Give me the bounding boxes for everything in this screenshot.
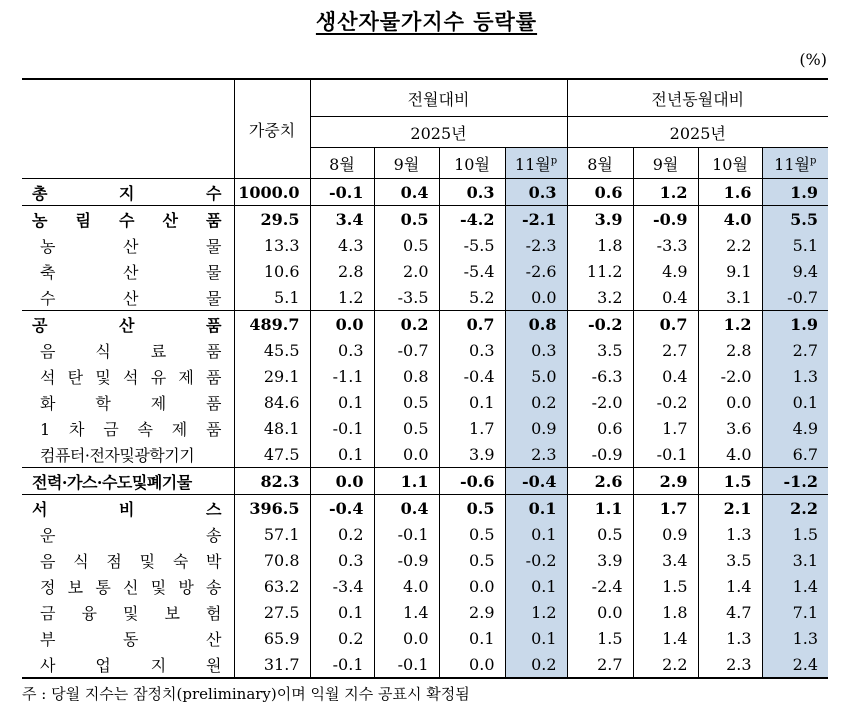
table-row (22, 337, 828, 363)
weight-cell: 29.5 (234, 206, 310, 233)
weight-header: 가중치 (234, 79, 310, 179)
mom-cell: 5.0 (505, 363, 567, 389)
mom-cell: 0.0 (439, 573, 505, 599)
yoy-cell: 3.2 (567, 284, 633, 311)
mom-cell: 0.3 (439, 337, 505, 363)
yoy-cell: 1.2 (698, 311, 762, 338)
mom-cell: 1.1 (374, 468, 439, 495)
mom-cell: -0.4 (505, 468, 567, 495)
row-label: 총 지 수 (32, 183, 222, 203)
yoy-cell: -0.9 (567, 441, 633, 468)
yoy-cell: 2.9 (633, 468, 698, 495)
mom-cell: 0.0 (439, 651, 505, 678)
mom-month-header: 9월 (374, 148, 439, 179)
mom-year-header: 2025년 (310, 117, 567, 148)
yoy-cell: 2.7 (762, 337, 828, 363)
yoy-cell: 1.1 (567, 495, 633, 522)
mom-cell: 0.3 (310, 337, 374, 363)
yoy-cell: 3.6 (698, 415, 762, 441)
mom-cell: -5.5 (439, 232, 505, 258)
mom-cell: 0.1 (505, 495, 567, 522)
yoy-cell: 4.9 (633, 258, 698, 284)
mom-cell: -0.1 (374, 651, 439, 678)
row-label: 1 차 금 속 제 품 (40, 419, 222, 439)
table-row (22, 284, 828, 311)
table-row (22, 415, 828, 441)
mom-cell: 0.2 (505, 651, 567, 678)
yoy-cell: 9.4 (762, 258, 828, 284)
yoy-cell: 6.7 (762, 441, 828, 468)
mom-cell: 2.3 (505, 441, 567, 468)
yoy-month-header: 10월 (698, 148, 762, 179)
row-label: 정 보 통 신 및 방 송 (40, 577, 222, 597)
weight-cell: 489.7 (234, 311, 310, 338)
yoy-cell: 0.9 (633, 521, 698, 547)
yoy-cell: 1.3 (698, 625, 762, 651)
yoy-cell: 0.4 (633, 284, 698, 311)
mom-cell: -0.2 (505, 547, 567, 573)
mom-cell: -0.1 (310, 651, 374, 678)
mom-cell: 0.0 (310, 311, 374, 338)
table-row (22, 179, 828, 206)
yoy-cell: -3.3 (633, 232, 698, 258)
yoy-cell: 1.7 (633, 495, 698, 522)
yoy-header: 전년동월대비 (567, 79, 828, 117)
yoy-cell: 1.5 (633, 573, 698, 599)
row-label: 농 림 수 산 품 (22, 206, 234, 233)
yoy-cell: 4.9 (762, 415, 828, 441)
mom-cell: 0.1 (505, 573, 567, 599)
table-row (22, 651, 828, 678)
mom-cell: 0.2 (374, 311, 439, 338)
yoy-cell: 4.7 (698, 599, 762, 625)
row-label: 수 산 물 (40, 288, 222, 308)
yoy-cell: -0.2 (633, 389, 698, 415)
mom-cell: 0.3 (505, 337, 567, 363)
row-label: 음 식 점 및 숙 박 (40, 551, 222, 571)
table-row (22, 258, 828, 284)
weight-cell: 65.9 (234, 625, 310, 651)
mom-header: 전월대비 (310, 79, 567, 117)
mom-cell: 0.1 (310, 441, 374, 468)
yoy-cell: 2.8 (698, 337, 762, 363)
yoy-cell: 4.0 (698, 206, 762, 233)
yoy-cell: 1.5 (698, 468, 762, 495)
mom-cell: -2.6 (505, 258, 567, 284)
yoy-cell: 9.1 (698, 258, 762, 284)
mom-cell: 0.4 (374, 495, 439, 522)
yoy-cell: 1.5 (762, 521, 828, 547)
table-row (22, 232, 828, 258)
yoy-cell: -2.0 (567, 389, 633, 415)
ppi-table (22, 78, 828, 679)
table-row (22, 625, 828, 651)
mom-cell: 5.2 (439, 284, 505, 311)
yoy-cell: 3.1 (762, 547, 828, 573)
yoy-cell: 2.4 (762, 651, 828, 678)
mom-month-header: 8월 (310, 148, 374, 179)
weight-cell: 27.5 (234, 599, 310, 625)
yoy-cell: 3.9 (567, 547, 633, 573)
mom-cell: 0.5 (439, 547, 505, 573)
mom-cell: -0.7 (374, 337, 439, 363)
yoy-cell: 1.3 (698, 521, 762, 547)
mom-cell: 0.5 (439, 521, 505, 547)
row-label: 금 융 및 보 험 (40, 603, 222, 623)
yoy-cell: 3.9 (567, 206, 633, 233)
row-label: 석 탄 및 석 유 제 품 (40, 367, 222, 387)
weight-cell: 82.3 (234, 468, 310, 495)
yoy-month-header: 9월 (633, 148, 698, 179)
mom-cell: -2.1 (505, 206, 567, 233)
mom-cell: -5.4 (439, 258, 505, 284)
row-label: 전력·가스·수도및폐기물 (22, 468, 234, 495)
mom-cell: 0.0 (310, 468, 374, 495)
mom-cell: -4.2 (439, 206, 505, 233)
mom-cell: 0.1 (310, 389, 374, 415)
yoy-cell: 2.7 (567, 651, 633, 678)
mom-cell: 0.4 (374, 179, 439, 206)
mom-cell: 2.0 (374, 258, 439, 284)
yoy-cell: -6.3 (567, 363, 633, 389)
yoy-cell: 1.4 (633, 625, 698, 651)
yoy-cell: 0.4 (633, 363, 698, 389)
mom-cell: 4.3 (310, 232, 374, 258)
mom-cell: -0.1 (310, 415, 374, 441)
yoy-cell: 2.2 (762, 495, 828, 522)
yoy-cell: -0.2 (567, 311, 633, 338)
weight-cell: 45.5 (234, 337, 310, 363)
mom-cell: 0.8 (374, 363, 439, 389)
mom-cell: 1.2 (505, 599, 567, 625)
table-row (22, 468, 828, 495)
yoy-cell: 0.6 (567, 415, 633, 441)
mom-cell: 0.1 (310, 599, 374, 625)
mom-cell: 0.0 (374, 441, 439, 468)
row-label: 컴퓨터·전자및광학기기 (40, 445, 195, 465)
weight-cell: 29.1 (234, 363, 310, 389)
yoy-cell: 3.4 (633, 547, 698, 573)
yoy-year-header: 2025년 (567, 117, 828, 148)
footnote: 주 : 당월 지수는 잠정치(preliminary)이며 익월 지수 공표시 확정됨 (22, 685, 470, 703)
yoy-month-header: 8월 (567, 148, 633, 179)
mom-cell: 0.0 (505, 284, 567, 311)
mom-cell: 0.1 (505, 625, 567, 651)
yoy-cell: 11.2 (567, 258, 633, 284)
yoy-month-header-current: 11월$^p$ (762, 148, 828, 179)
yoy-cell: 2.2 (633, 651, 698, 678)
yoy-cell: 1.8 (567, 232, 633, 258)
table-row (22, 441, 828, 468)
table-row (22, 521, 828, 547)
mom-cell: 0.5 (439, 495, 505, 522)
mom-cell: 0.5 (374, 389, 439, 415)
mom-cell: 2.8 (310, 258, 374, 284)
yoy-cell: 0.0 (698, 389, 762, 415)
table-row (22, 206, 828, 233)
mom-cell: -1.1 (310, 363, 374, 389)
yoy-cell: 2.6 (567, 468, 633, 495)
mom-cell: 0.5 (374, 415, 439, 441)
table-row (22, 363, 828, 389)
yoy-cell: 1.6 (698, 179, 762, 206)
yoy-cell: 2.2 (698, 232, 762, 258)
yoy-cell: -2.4 (567, 573, 633, 599)
mom-cell: 0.5 (374, 206, 439, 233)
weight-cell: 13.3 (234, 232, 310, 258)
yoy-cell: 0.6 (567, 179, 633, 206)
row-label: 화 학 제 품 (40, 393, 222, 413)
mom-cell: -0.4 (310, 495, 374, 522)
mom-cell: 0.2 (310, 521, 374, 547)
yoy-cell: 3.5 (698, 547, 762, 573)
mom-cell: 0.0 (374, 625, 439, 651)
mom-cell: 2.9 (439, 599, 505, 625)
mom-cell: 4.0 (374, 573, 439, 599)
weight-cell: 10.6 (234, 258, 310, 284)
mom-cell: 0.8 (505, 311, 567, 338)
yoy-cell: -0.9 (633, 206, 698, 233)
row-label: 부 동 산 (40, 629, 222, 649)
mom-cell: -0.1 (310, 179, 374, 206)
weight-cell: 84.6 (234, 389, 310, 415)
table-row (22, 599, 828, 625)
yoy-cell: 1.4 (762, 573, 828, 599)
yoy-cell: 3.5 (567, 337, 633, 363)
mom-cell: 1.2 (310, 284, 374, 311)
weight-cell: 1000.0 (234, 179, 310, 206)
mom-cell: 0.3 (505, 179, 567, 206)
mom-month-header-current: 11월$^p$ (505, 148, 567, 179)
yoy-cell: 7.1 (762, 599, 828, 625)
yoy-cell: 2.3 (698, 651, 762, 678)
table-row (22, 573, 828, 599)
mom-cell: 1.4 (374, 599, 439, 625)
yoy-cell: -0.7 (762, 284, 828, 311)
yoy-cell: 0.7 (633, 311, 698, 338)
yoy-cell: 0.1 (762, 389, 828, 415)
mom-cell: 0.1 (439, 389, 505, 415)
mom-cell: -0.6 (439, 468, 505, 495)
mom-cell: -0.1 (374, 521, 439, 547)
mom-cell: 0.5 (374, 232, 439, 258)
page-title: 생산자물가지수 등락률 (315, 9, 538, 34)
yoy-cell: -0.1 (633, 441, 698, 468)
yoy-cell: 5.5 (762, 206, 828, 233)
row-label: 사 업 지 원 (22, 651, 234, 678)
mom-cell: -3.5 (374, 284, 439, 311)
yoy-cell: 5.1 (762, 232, 828, 258)
table-row (22, 389, 828, 415)
mom-cell: 0.1 (505, 521, 567, 547)
yoy-cell: 2.1 (698, 495, 762, 522)
row-label: 공 산 품 (22, 311, 234, 338)
yoy-cell: 1.3 (762, 363, 828, 389)
yoy-cell: 1.8 (633, 599, 698, 625)
mom-month-header: 10월 (439, 148, 505, 179)
weight-cell: 48.1 (234, 415, 310, 441)
weight-cell: 5.1 (234, 284, 310, 311)
table-row (22, 495, 828, 522)
weight-cell: 396.5 (234, 495, 310, 522)
yoy-cell: 4.0 (698, 441, 762, 468)
yoy-cell: 1.2 (633, 179, 698, 206)
mom-cell: -3.4 (310, 573, 374, 599)
table-row (22, 547, 828, 573)
mom-cell: -2.3 (505, 232, 567, 258)
yoy-cell: 0.5 (567, 521, 633, 547)
mom-cell: 0.3 (439, 179, 505, 206)
yoy-cell: 1.3 (762, 625, 828, 651)
yoy-cell: -2.0 (698, 363, 762, 389)
yoy-cell: 1.9 (762, 179, 828, 206)
mom-cell: 0.2 (505, 389, 567, 415)
mom-cell: 0.7 (439, 311, 505, 338)
row-label: 축 산 물 (40, 262, 222, 282)
yoy-cell: 0.0 (567, 599, 633, 625)
mom-cell: -0.9 (374, 547, 439, 573)
weight-cell: 31.7 (234, 651, 310, 678)
row-label: 농 산 물 (40, 236, 222, 256)
yoy-cell: 1.9 (762, 311, 828, 338)
mom-cell: 3.4 (310, 206, 374, 233)
row-label: 음 식 료 품 (40, 341, 222, 361)
row-label: 서 비 스 (22, 495, 234, 522)
yoy-cell: -1.2 (762, 468, 828, 495)
mom-cell: 0.9 (505, 415, 567, 441)
table-row (22, 311, 828, 338)
mom-cell: 0.2 (310, 625, 374, 651)
mom-cell: 0.3 (310, 547, 374, 573)
weight-cell: 47.5 (234, 441, 310, 468)
mom-cell: 0.1 (439, 625, 505, 651)
yoy-cell: 2.7 (633, 337, 698, 363)
unit-label: (%) (799, 50, 827, 69)
category-header-blank (22, 79, 234, 179)
weight-cell: 70.8 (234, 547, 310, 573)
mom-cell: -0.4 (439, 363, 505, 389)
row-label: 운 송 (40, 525, 222, 545)
weight-cell: 63.2 (234, 573, 310, 599)
weight-cell: 57.1 (234, 521, 310, 547)
yoy-cell: 1.7 (633, 415, 698, 441)
yoy-cell: 1.4 (698, 573, 762, 599)
yoy-cell: 3.1 (698, 284, 762, 311)
mom-cell: 1.7 (439, 415, 505, 441)
mom-cell: 3.9 (439, 441, 505, 468)
yoy-cell: 1.5 (567, 625, 633, 651)
